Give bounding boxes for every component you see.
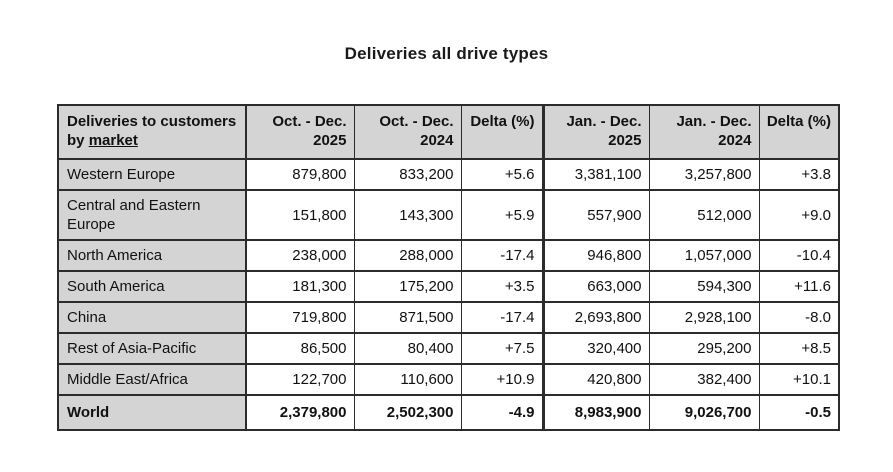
oct-dec-2024-cell: 110,600 [354,364,461,395]
header-market-line2: by market [67,132,138,149]
jan-dec-2025-cell: 8,983,900 [543,395,649,430]
table-row-total [58,395,839,430]
year-delta-cell: -10.4 [759,240,839,271]
table-row [58,302,839,333]
quarter-delta-cell: +3.5 [461,271,543,302]
year-delta-cell: +9.0 [759,190,839,240]
table-row [58,240,839,271]
quarter-delta-cell: +5.6 [461,159,543,190]
oct-dec-2025-cell: 879,800 [246,159,354,190]
jan-dec-2024-cell: 2,928,100 [649,302,759,333]
jan-dec-2024-cell: 3,257,800 [649,159,759,190]
oct-dec-2024-cell: 833,200 [354,159,461,190]
year-delta-cell: +3.8 [759,159,839,190]
oct-dec-2025-cell: 86,500 [246,333,354,364]
header-jan-dec-2024: Jan. - Dec. 2024 [649,105,759,159]
jan-dec-2024-cell: 594,300 [649,271,759,302]
quarter-delta-cell: +10.9 [461,364,543,395]
page-title: Deliveries all drive types [344,44,549,63]
jan-dec-2025-cell: 420,800 [543,364,649,395]
year-delta-cell: +11.6 [759,271,839,302]
market-cell: Western Europe [58,159,246,190]
year-delta-cell: +8.5 [759,333,839,364]
jan-dec-2025-cell: 946,800 [543,240,649,271]
year-delta-cell: -8.0 [759,302,839,333]
header-oct-dec-2024: Oct. - Dec. 2024 [354,105,461,159]
table-row [58,271,839,302]
jan-dec-2024-cell: 9,026,700 [649,395,759,430]
oct-dec-2024-cell: 143,300 [354,190,461,240]
oct-dec-2025-cell: 238,000 [246,240,354,271]
jan-dec-2025-cell: 557,900 [543,190,649,240]
oct-dec-2024-cell: 871,500 [354,302,461,333]
table-row [58,159,839,190]
table-row [58,333,839,364]
header-jan-dec-2025: Jan. - Dec. 2025 [543,105,649,159]
table-body [58,159,839,430]
oct-dec-2025-cell: 181,300 [246,271,354,302]
jan-dec-2025-cell: 320,400 [543,333,649,364]
header-oct-dec-2025: Oct. - Dec. 2025 [246,105,354,159]
jan-dec-2024-cell: 295,200 [649,333,759,364]
header-market-line1: Deliveries to customers [67,113,237,130]
year-delta-cell: +10.1 [759,364,839,395]
oct-dec-2025-cell: 151,800 [246,190,354,240]
jan-dec-2025-cell: 2,693,800 [543,302,649,333]
deliveries-table [57,104,840,431]
market-cell: Middle East/Africa [58,364,246,395]
quarter-delta-cell: -4.9 [461,395,543,430]
jan-dec-2025-cell: 3,381,100 [543,159,649,190]
market-cell: Rest of Asia-Pacific [58,333,246,364]
oct-dec-2024-cell: 80,400 [354,333,461,364]
year-delta-cell: -0.5 [759,395,839,430]
header-delta-quarter: Delta (%) [461,105,543,159]
table-row [58,364,839,395]
market-cell: World [58,395,246,430]
header-row [58,105,839,159]
header-delta-year: Delta (%) [759,105,839,159]
oct-dec-2024-cell: 2,502,300 [354,395,461,430]
market-cell: South America [58,271,246,302]
header-market [58,105,246,159]
oct-dec-2025-cell: 719,800 [246,302,354,333]
jan-dec-2024-cell: 512,000 [649,190,759,240]
oct-dec-2024-cell: 288,000 [354,240,461,271]
oct-dec-2024-cell: 175,200 [354,271,461,302]
quarter-delta-cell: +7.5 [461,333,543,364]
jan-dec-2024-cell: 382,400 [649,364,759,395]
table-row [58,190,839,240]
oct-dec-2025-cell: 2,379,800 [246,395,354,430]
market-cell: Central and Eastern Europe [58,190,246,240]
quarter-delta-cell: -17.4 [461,240,543,271]
market-link[interactable]: market [88,132,138,149]
quarter-delta-cell: +5.9 [461,190,543,240]
market-cell: China [58,302,246,333]
oct-dec-2025-cell: 122,700 [246,364,354,395]
market-cell: North America [58,240,246,271]
quarter-delta-cell: -17.4 [461,302,543,333]
deliveries-table-container [57,104,893,431]
jan-dec-2025-cell: 663,000 [543,271,649,302]
jan-dec-2024-cell: 1,057,000 [649,240,759,271]
